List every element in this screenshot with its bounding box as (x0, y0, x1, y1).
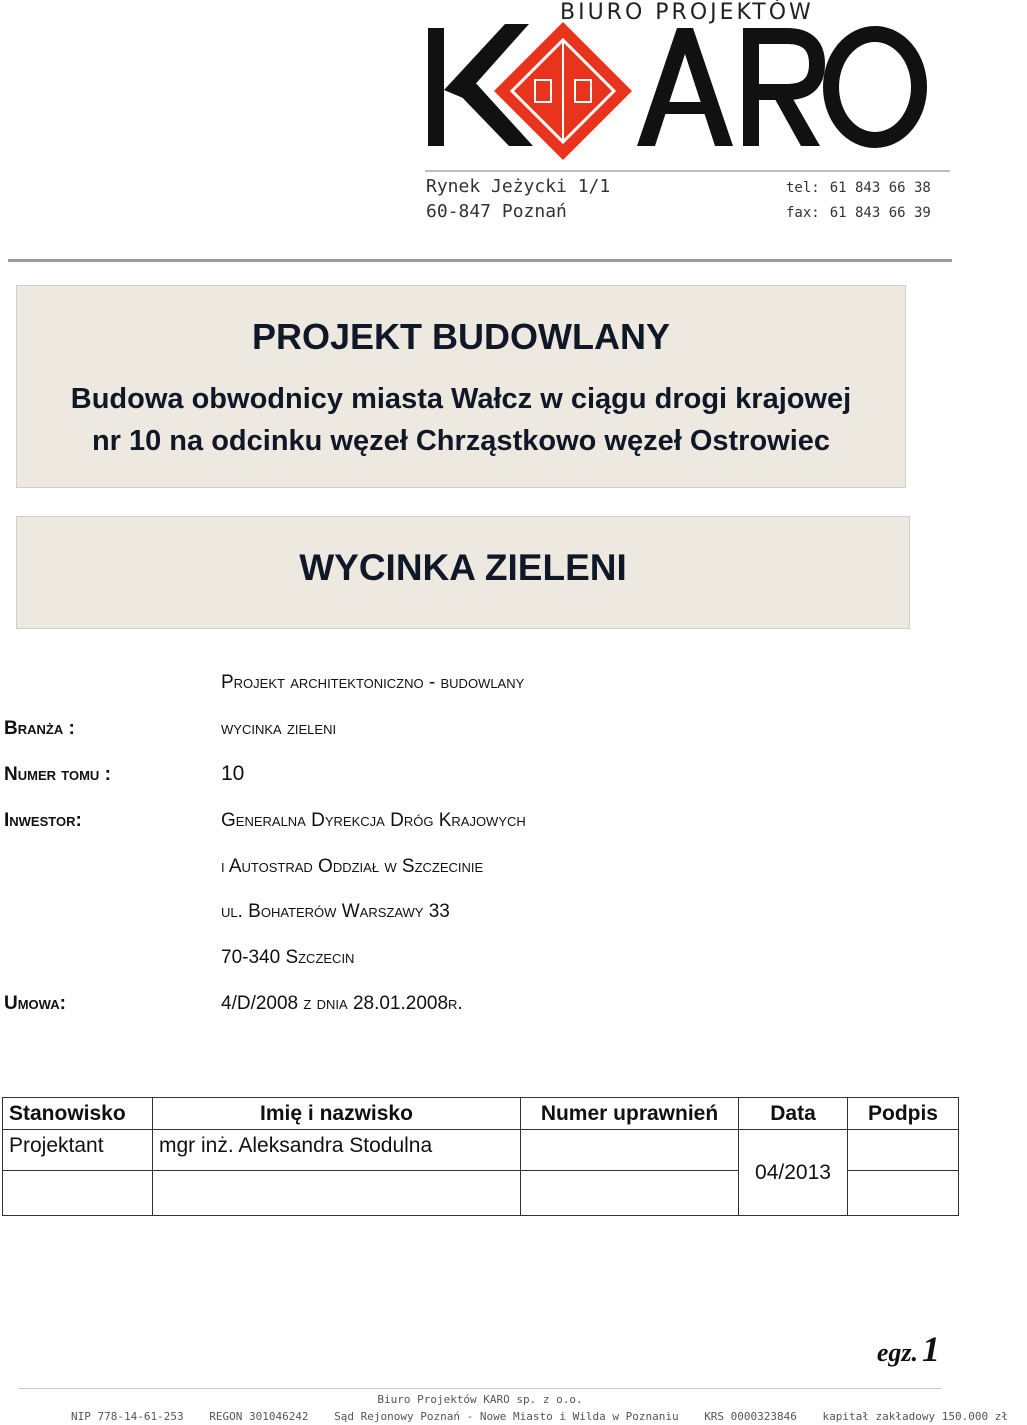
numer-tomu-value: 10 (221, 762, 245, 785)
inwestor-line-2: i Autostrad Oddział w Szczecinie (221, 856, 484, 877)
cell-data: 04/2013 (739, 1130, 848, 1216)
address-street: Rynek Jeżycki 1/1 (426, 176, 611, 197)
fax-label: fax: (786, 205, 820, 221)
footer-krs: KRS 0000323846 (704, 1410, 797, 1423)
table-header-row (3, 1098, 959, 1130)
letterhead-divider (425, 170, 950, 172)
company-tagline: BIURO PROJEKTÓW (560, 0, 814, 25)
branza-label: Branża : (4, 718, 75, 739)
cell-stanowisko: Projektant (3, 1130, 153, 1171)
project-type: Projekt architektoniczno - budowlany (221, 672, 525, 693)
footer-capital: kapitał zakładowy 150.000 zł (822, 1410, 1008, 1423)
footer-regon: REGON 301046242 (209, 1410, 309, 1423)
copy-label: egz. (876, 1338, 918, 1367)
inwestor-line-1: Generalna Dyrekcja Dróg Krajowych (221, 810, 526, 831)
address-city: 60-847 Poznań (426, 201, 567, 222)
header-stanowisko: Stanowisko (3, 1098, 153, 1130)
copy-value: 1 (922, 1329, 940, 1369)
footer-registry (71, 1410, 1027, 1423)
branza-value: wycinka zieleni (221, 718, 337, 739)
header-numer-uprawnien: Numer uprawnień (521, 1098, 739, 1130)
numer-tomu-label: Numer tomu : (4, 764, 111, 785)
copy-number (877, 1328, 940, 1370)
inwestor-line-3: ul. Bohaterów Warszawy 33 (221, 901, 450, 922)
phone-label: tel: (786, 180, 820, 196)
header-data: Data (739, 1098, 848, 1130)
cell-podpis (848, 1130, 959, 1171)
cell-empty (153, 1171, 521, 1216)
inwestor-label: Inwestor: (4, 810, 82, 831)
project-name (40, 378, 882, 462)
inwestor-line-4: 70-340 Szczecin (221, 947, 355, 968)
project-name-line-1: Budowa obwodnicy miasta Wałcz w ciągu drogi krajowej (70, 383, 852, 415)
cell-empty (848, 1171, 959, 1216)
fax-line (786, 205, 931, 221)
cell-empty (521, 1171, 739, 1216)
document-title: PROJEKT BUDOWLANY (251, 316, 670, 357)
section-title: WYCINKA ZIELENI (299, 547, 627, 588)
umowa-label: Umowa: (4, 993, 66, 1014)
karo-logo (425, 18, 950, 168)
fax-number: 61 843 66 39 (829, 205, 931, 221)
table-row (3, 1130, 959, 1171)
header-podpis: Podpis (848, 1098, 959, 1130)
project-name-line-2: nr 10 na odcinku węzeł Chrząstkowo węzeł Ostrowiec (91, 425, 831, 457)
footer-company: Biuro Projektów KARO sp. z o.o. (377, 1393, 583, 1406)
cell-numer-uprawnien (521, 1130, 739, 1171)
signature-table (2, 1097, 959, 1216)
phone-line (786, 180, 931, 196)
cell-empty (3, 1171, 153, 1216)
header-imie-nazwisko: Imię i nazwisko (153, 1098, 521, 1130)
footer-divider (18, 1388, 942, 1389)
umowa-value: 4/D/2008 z dnia 28.01.2008r. (221, 993, 463, 1014)
footer-court: Sąd Rejonowy Poznań - Nowe Miasto i Wilda w Poznaniu (334, 1410, 679, 1423)
phone-number: 61 843 66 38 (829, 180, 931, 196)
cell-imie-nazwisko: mgr inż. Aleksandra Stodulna (153, 1130, 521, 1171)
header-divider (8, 259, 952, 262)
footer-nip: NIP 778-14-61-253 (71, 1410, 184, 1423)
